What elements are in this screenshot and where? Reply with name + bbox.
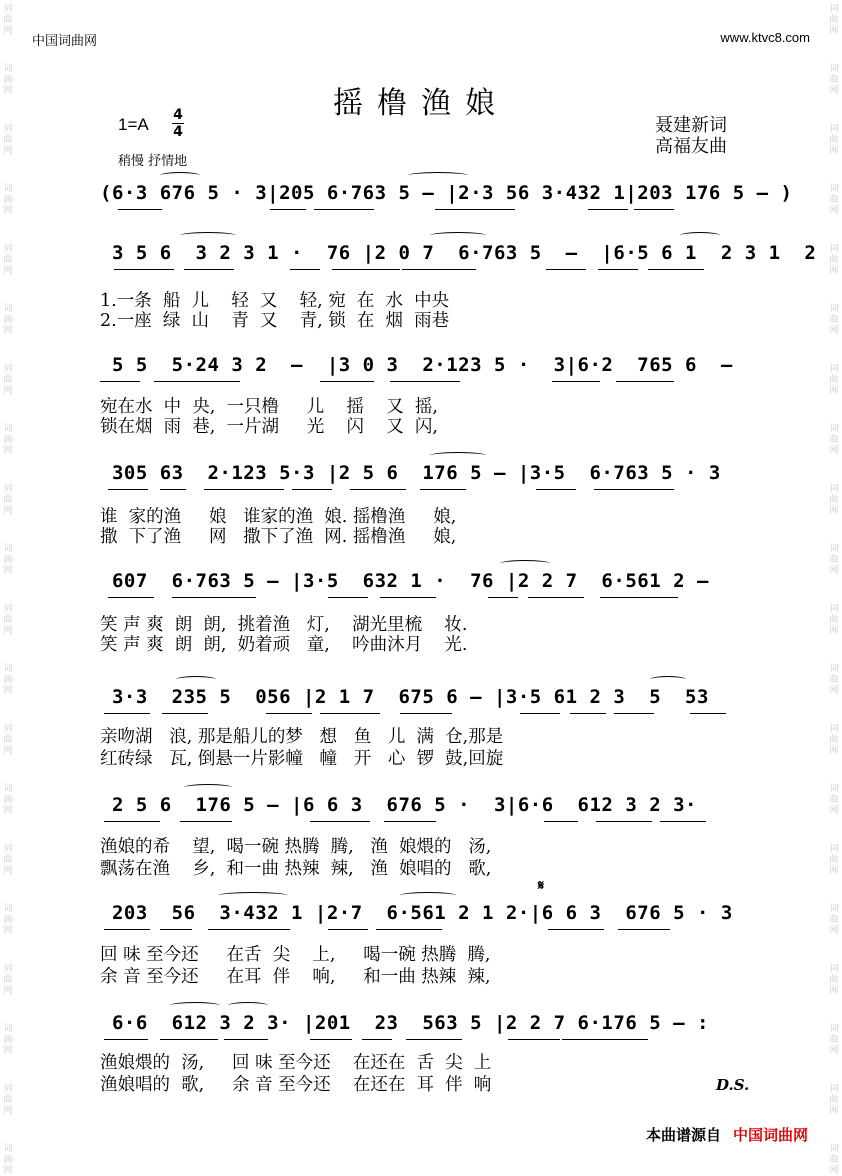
watermark-glyph: 词 xyxy=(829,304,839,314)
notes-line: 3·3 235 5 056 |2 1 7 675 6 – |3·5 61 2 3 5 53 xyxy=(100,686,709,708)
underline xyxy=(406,1039,462,1040)
underline xyxy=(648,269,704,270)
watermark-glyph: 曲 xyxy=(829,1035,839,1045)
underline xyxy=(528,597,584,598)
underline xyxy=(208,929,290,930)
watermark-glyph: 词 xyxy=(829,424,839,434)
underline xyxy=(544,821,578,822)
time-signature-top: 4 xyxy=(173,107,183,123)
slur xyxy=(500,560,550,567)
watermark-glyph: 曲 xyxy=(3,735,13,745)
watermark-glyph: 曲 xyxy=(829,195,839,205)
watermark-glyph: 网 xyxy=(829,926,839,936)
lyric-verse-2: 红砖绿 瓦, 倒悬一片影幢 幢 开 心 锣 鼓,回旋 xyxy=(100,749,504,769)
watermark-glyph: 网 xyxy=(3,1166,13,1176)
underline xyxy=(596,821,652,822)
lyric-verse-2: 渔娘唱的 歌, 余 音 至今还 在还在 耳 伴 响 xyxy=(100,1075,492,1095)
notes-line: 203 56 3·432 1 |2·7 6·561 2 1 2·|6 6 3 676 5 · 3 xyxy=(100,902,733,924)
underline xyxy=(328,597,368,598)
underline xyxy=(320,381,374,382)
underline xyxy=(290,269,320,270)
underline xyxy=(108,597,154,598)
watermark-glyph: 曲 xyxy=(829,675,839,685)
underline xyxy=(594,489,674,490)
lyric-verse-1: 笑 声 爽 朗 朗, 挑着渔 灯, 湖光里梳 妆. xyxy=(100,615,468,635)
underline xyxy=(328,929,368,930)
watermark-glyph: 词 xyxy=(829,1144,839,1154)
watermark-glyph: 曲 xyxy=(829,975,839,985)
lyric-verse-1: 1.一条 船 儿 轻 又 轻, 宛 在 水 中央 xyxy=(100,291,450,311)
watermark-glyph: 网 xyxy=(829,326,839,336)
underline xyxy=(690,713,726,714)
watermark-glyph: 词 xyxy=(3,1084,13,1094)
watermark-glyph: 词 xyxy=(3,904,13,914)
slur xyxy=(680,232,720,239)
watermark-glyph: 词 xyxy=(3,64,13,74)
watermark-glyph: 曲 xyxy=(3,1035,13,1045)
underline xyxy=(160,1039,218,1040)
watermark-glyph: 曲 xyxy=(829,795,839,805)
watermark-glyph: 词 xyxy=(3,1024,13,1034)
composer: 高福友曲 xyxy=(655,136,727,157)
underline xyxy=(570,713,606,714)
watermark-glyph: 网 xyxy=(829,386,839,396)
underline xyxy=(310,821,370,822)
watermark-glyph: 词 xyxy=(829,664,839,674)
lyric-verse-2: 锁在烟 雨 巷, 一片湖 光 闪 又 闪, xyxy=(100,417,438,437)
watermark-glyph: 网 xyxy=(829,146,839,156)
watermark-glyph: 网 xyxy=(3,566,13,576)
underline xyxy=(162,713,208,714)
watermark-right xyxy=(826,0,842,1176)
watermark-glyph: 网 xyxy=(829,86,839,96)
watermark-glyph: 曲 xyxy=(3,435,13,445)
underline xyxy=(520,713,560,714)
underline xyxy=(104,821,160,822)
underline xyxy=(384,821,436,822)
underline xyxy=(104,713,150,714)
watermark-glyph: 词 xyxy=(3,304,13,314)
watermark-glyph: 网 xyxy=(3,506,13,516)
underline xyxy=(548,929,604,930)
watermark-glyph: 词 xyxy=(829,604,839,614)
watermark-glyph: 网 xyxy=(3,806,13,816)
watermark-glyph: 词 xyxy=(3,124,13,134)
lyric-verse-2: 2.一座 绿 山 青 又 青, 锁 在 烟 雨巷 xyxy=(100,311,450,331)
slur xyxy=(184,784,232,791)
watermark-glyph: 网 xyxy=(3,146,13,156)
watermark-glyph: 曲 xyxy=(3,795,13,805)
slur xyxy=(160,172,200,179)
tempo-marking: 稍慢 抒情地 xyxy=(118,154,188,169)
underline xyxy=(588,209,628,210)
underline xyxy=(160,489,186,490)
watermark-glyph: 网 xyxy=(3,986,13,996)
watermark-glyph: 曲 xyxy=(3,135,13,145)
underline xyxy=(154,381,240,382)
underline xyxy=(552,381,600,382)
watermark-glyph: 曲 xyxy=(3,495,13,505)
watermark-glyph: 网 xyxy=(829,1166,839,1176)
lyric-verse-1: 宛在水 中 央, 一只橹 儿 摇 又 摇, xyxy=(100,397,438,417)
watermark-glyph: 词 xyxy=(829,964,839,974)
notes-line: 305 63 2·123 5·3 |2 5 6 176 5 – |3·5 6·763 5 · 3 xyxy=(100,462,721,484)
underline xyxy=(562,1039,648,1040)
underline xyxy=(376,929,442,930)
watermark-glyph: 曲 xyxy=(3,1095,13,1105)
notes-line: 5 5 5·24 3 2 – |3 0 3 2·123 5 · 3|6·2 765 6 – xyxy=(100,354,733,376)
lyric-verse-1: 渔娘煨的 汤, 回 味 至今还 在还在 舌 尖 上 xyxy=(100,1053,492,1073)
lyric-verse-1: 谁 家的渔 娘 谁家的渔 娘. 摇橹渔 娘, xyxy=(100,507,457,527)
watermark-glyph: 网 xyxy=(3,1046,13,1056)
slur xyxy=(650,676,686,683)
watermark-glyph: 词 xyxy=(3,604,13,614)
watermark-glyph: 网 xyxy=(3,1106,13,1116)
underline xyxy=(435,209,515,210)
ds-marking: D.S. xyxy=(716,1076,750,1094)
lyric-verse-2: 飘荡在渔 乡, 和一曲 热辣 辣, 渔 娘唱的 歌, xyxy=(100,859,492,879)
watermark-glyph: 词 xyxy=(829,1084,839,1094)
watermark-glyph: 曲 xyxy=(3,1155,13,1165)
watermark-glyph: 曲 xyxy=(829,1095,839,1105)
site-name-left[interactable]: 中国词曲网 xyxy=(32,34,98,49)
lyric-verse-2: 笑 声 爽 朗 朗, 奶着顽 童, 吟曲沐月 光. xyxy=(100,635,468,655)
watermark-glyph: 网 xyxy=(3,206,13,216)
underline xyxy=(546,269,586,270)
underline xyxy=(616,381,674,382)
underline xyxy=(660,821,706,822)
notes-line: (6·3 676 5 · 3|205 6·763 5 – |2·3 56 3·432 1|203 176 5 – ) xyxy=(100,182,793,204)
watermark-glyph: 网 xyxy=(829,686,839,696)
underline xyxy=(118,209,162,210)
watermark-glyph: 网 xyxy=(829,1106,839,1116)
watermark-glyph: 词 xyxy=(3,244,13,254)
watermark-glyph: 网 xyxy=(829,506,839,516)
underline xyxy=(350,489,406,490)
underline xyxy=(310,1039,352,1040)
underline xyxy=(390,381,460,382)
watermark-glyph: 词 xyxy=(3,184,13,194)
slur xyxy=(176,676,216,683)
watermark-glyph: 曲 xyxy=(829,75,839,85)
watermark-glyph: 词 xyxy=(829,4,839,14)
watermark-glyph: 网 xyxy=(829,746,839,756)
underline xyxy=(536,489,576,490)
watermark-glyph: 词 xyxy=(829,364,839,374)
watermark-glyph: 词 xyxy=(3,784,13,794)
time-signature xyxy=(172,108,184,139)
segno-sign: 𝄋 xyxy=(538,878,545,894)
watermark-glyph: 词 xyxy=(829,724,839,734)
watermark-glyph: 词 xyxy=(829,484,839,494)
watermark-glyph: 词 xyxy=(3,724,13,734)
watermark-left xyxy=(0,0,16,1176)
underline xyxy=(362,1039,392,1040)
underline xyxy=(270,209,306,210)
underline xyxy=(400,713,452,714)
lyric-verse-2: 余 音 至今还 在耳 伴 响, 和一曲 热辣 辣, xyxy=(100,967,491,987)
watermark-glyph: 曲 xyxy=(829,435,839,445)
notes-line: 6·6 612 3 2 3· |201 23 563 5 |2 2 7 6·176 5 – : xyxy=(100,1012,709,1034)
watermark-glyph: 网 xyxy=(829,1046,839,1056)
watermark-glyph: 词 xyxy=(3,664,13,674)
watermark-glyph: 词 xyxy=(3,964,13,974)
slur xyxy=(218,892,288,899)
watermark-glyph: 网 xyxy=(829,866,839,876)
watermark-glyph: 曲 xyxy=(3,75,13,85)
underline xyxy=(634,209,674,210)
watermark-glyph: 词 xyxy=(3,484,13,494)
watermark-glyph: 曲 xyxy=(829,915,839,925)
watermark-glyph: 网 xyxy=(3,926,13,936)
slur xyxy=(180,232,236,239)
watermark-glyph: 曲 xyxy=(3,15,13,25)
underline xyxy=(614,713,654,714)
watermark-glyph: 曲 xyxy=(3,375,13,385)
notes-line: 2 5 6 176 5 – |6 6 3 676 5 · 3|6·6 612 3 2 3· xyxy=(100,794,697,816)
watermark-glyph: 词 xyxy=(829,64,839,74)
slur xyxy=(228,1002,268,1009)
watermark-glyph: 曲 xyxy=(829,135,839,145)
watermark-glyph: 曲 xyxy=(829,315,839,325)
lyricist: 聂建新词 xyxy=(655,115,727,136)
watermark-glyph: 曲 xyxy=(829,615,839,625)
watermark-glyph: 网 xyxy=(829,446,839,456)
underline xyxy=(618,929,670,930)
underline xyxy=(114,269,174,270)
song-title: 摇橹渔娘 xyxy=(333,86,509,121)
notes-line: 3 5 6 3 2 3 1 · 76 |2 0 7 6·763 5 – |6·5 6 1 2 3 1 2 xyxy=(100,242,817,264)
watermark-glyph: 曲 xyxy=(3,255,13,265)
watermark-glyph: 曲 xyxy=(829,1155,839,1165)
watermark-glyph: 网 xyxy=(3,686,13,696)
underline xyxy=(488,597,518,598)
watermark-glyph: 网 xyxy=(3,626,13,636)
underline xyxy=(172,597,256,598)
watermark-glyph: 词 xyxy=(829,544,839,554)
lyric-verse-2: 撒 下了渔 网 撒下了渔 网. 摇橹渔 娘, xyxy=(100,527,457,547)
site-url-right[interactable]: www.ktvc8.com xyxy=(720,30,810,45)
watermark-glyph: 网 xyxy=(3,86,13,96)
watermark-glyph: 网 xyxy=(829,986,839,996)
watermark-glyph: 网 xyxy=(3,866,13,876)
lyric-verse-1: 亲吻湖 浪, 那是船儿的梦 想 鱼 儿 满 仓,那是 xyxy=(100,727,504,747)
underline xyxy=(332,269,400,270)
underline xyxy=(320,713,380,714)
watermark-glyph: 词 xyxy=(829,784,839,794)
watermark-glyph: 词 xyxy=(829,1024,839,1034)
slur xyxy=(430,452,486,459)
slur xyxy=(408,172,468,179)
footer-source xyxy=(646,1124,808,1145)
watermark-glyph: 曲 xyxy=(3,915,13,925)
slur xyxy=(430,232,486,239)
watermark-glyph: 曲 xyxy=(3,555,13,565)
underline xyxy=(598,269,638,270)
watermark-glyph: 词 xyxy=(3,424,13,434)
underline xyxy=(104,929,150,930)
watermark-glyph: 曲 xyxy=(3,615,13,625)
underline xyxy=(600,597,678,598)
underline xyxy=(108,489,148,490)
underline xyxy=(508,1039,560,1040)
watermark-glyph: 曲 xyxy=(3,855,13,865)
watermark-glyph: 网 xyxy=(3,386,13,396)
watermark-glyph: 曲 xyxy=(829,15,839,25)
watermark-glyph: 词 xyxy=(3,844,13,854)
watermark-glyph: 曲 xyxy=(829,375,839,385)
watermark-glyph: 词 xyxy=(829,124,839,134)
underline xyxy=(100,381,140,382)
watermark-glyph: 网 xyxy=(829,266,839,276)
watermark-glyph: 词 xyxy=(3,1144,13,1154)
watermark-glyph: 网 xyxy=(829,806,839,816)
watermark-glyph: 曲 xyxy=(829,735,839,745)
watermark-glyph: 网 xyxy=(3,446,13,456)
underline xyxy=(292,489,332,490)
watermark-glyph: 网 xyxy=(829,566,839,576)
underline xyxy=(402,269,476,270)
key-signature: 1=A xyxy=(118,115,149,134)
notes-line: 607 6·763 5 – |3·5 632 1 · 76 |2 2 7 6·561 2 – xyxy=(100,570,709,592)
watermark-glyph: 网 xyxy=(829,206,839,216)
watermark-glyph: 曲 xyxy=(3,315,13,325)
underline xyxy=(180,821,232,822)
source-label: 本曲谱源自 xyxy=(645,1126,721,1144)
watermark-glyph: 词 xyxy=(3,544,13,554)
watermark-glyph: 网 xyxy=(829,626,839,636)
lyric-verse-1: 回 味 至今还 在舌 尖 上, 喝一碗 热腾 腾, xyxy=(100,945,491,965)
underline xyxy=(204,489,284,490)
watermark-glyph: 网 xyxy=(3,26,13,36)
time-signature-bottom: 4 xyxy=(173,124,183,140)
watermark-glyph: 曲 xyxy=(829,495,839,505)
watermark-glyph: 词 xyxy=(829,844,839,854)
watermark-glyph: 曲 xyxy=(829,255,839,265)
watermark-glyph: 网 xyxy=(3,266,13,276)
slur xyxy=(400,892,456,899)
lyric-verse-1: 渔娘的希 望, 喝一碗 热腾 腾, 渔 娘煨的 汤, xyxy=(100,837,492,857)
underline xyxy=(184,269,234,270)
underline xyxy=(380,597,436,598)
watermark-glyph: 词 xyxy=(3,4,13,14)
slur xyxy=(170,1002,220,1009)
credits xyxy=(655,115,727,157)
watermark-glyph: 网 xyxy=(3,746,13,756)
underline xyxy=(314,209,374,210)
underline xyxy=(104,1039,148,1040)
watermark-glyph: 曲 xyxy=(829,555,839,565)
watermark-glyph: 词 xyxy=(829,904,839,914)
watermark-glyph: 词 xyxy=(829,244,839,254)
watermark-glyph: 曲 xyxy=(3,975,13,985)
underline xyxy=(224,1039,268,1040)
watermark-glyph: 曲 xyxy=(829,855,839,865)
watermark-glyph: 词 xyxy=(829,184,839,194)
underline xyxy=(420,489,466,490)
underline xyxy=(160,929,192,930)
underline xyxy=(266,713,312,714)
watermark-glyph: 网 xyxy=(3,326,13,336)
watermark-glyph: 词 xyxy=(3,364,13,374)
watermark-glyph: 网 xyxy=(829,26,839,36)
source-site-link[interactable]: 中国词曲网 xyxy=(732,1126,808,1144)
watermark-glyph: 曲 xyxy=(3,675,13,685)
watermark-glyph: 曲 xyxy=(3,195,13,205)
